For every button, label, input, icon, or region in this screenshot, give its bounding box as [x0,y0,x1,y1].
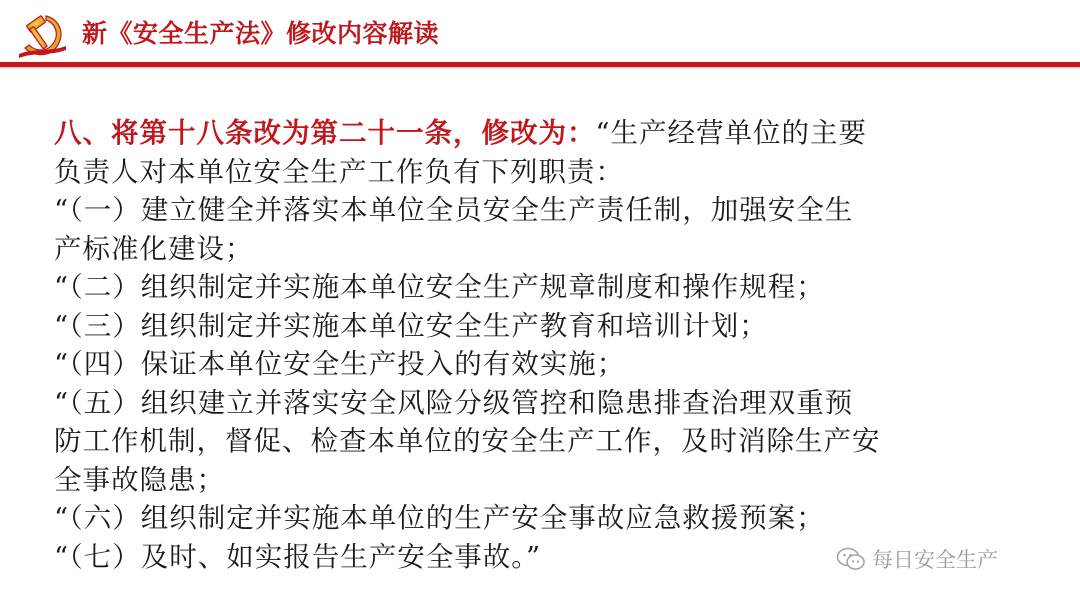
article-line: 产标准化建设； [54,232,254,265]
header-divider-shadow [0,67,1080,69]
article-line: “（六）组织制定并实施本单位的生产安全事故应急救援预案； [54,502,825,534]
article-body [54,114,1014,576]
page-title: 新《安全生产法》修改内容解读 [82,19,440,48]
article-line: “（二）组织制定并实施本单位安全生产规章制度和操作规程； [54,271,825,303]
article-line: “（四）保证本单位安全生产投入的有效实施； [54,348,626,380]
article-line: 防工作机制，督促、检查本单位的安全生产工作，及时消除生产安 [54,425,881,457]
article-line-1 [54,114,1014,153]
slide-header [0,0,1080,64]
article-line: 负责人对本单位安全生产工作负有下列职责： [54,155,624,188]
wechat-icon [836,546,866,572]
watermark [836,544,998,574]
article-line: “（七）及时、如实报告生产安全事故。” [54,540,542,573]
article-line: “（一）建立健全并落实本单位全员安全生产责任制，加强安全生 [54,194,854,226]
watermark-text: 每日安全生产 [872,548,998,572]
article-line: “（五）组织建立并落实安全风险分级管控和隐患排查治理双重预 [54,386,854,419]
article-heading-highlight: 八、将第十八条改为第二十一条，修改为： [54,117,596,149]
article-line: “（三）组织制定并实施本单位安全生产教育和培训计划； [54,309,768,342]
article-line: 全事故隐患； [54,463,225,496]
article-line-text: “生产经营单位的主要 [595,117,868,149]
party-emblem-icon [16,12,68,58]
